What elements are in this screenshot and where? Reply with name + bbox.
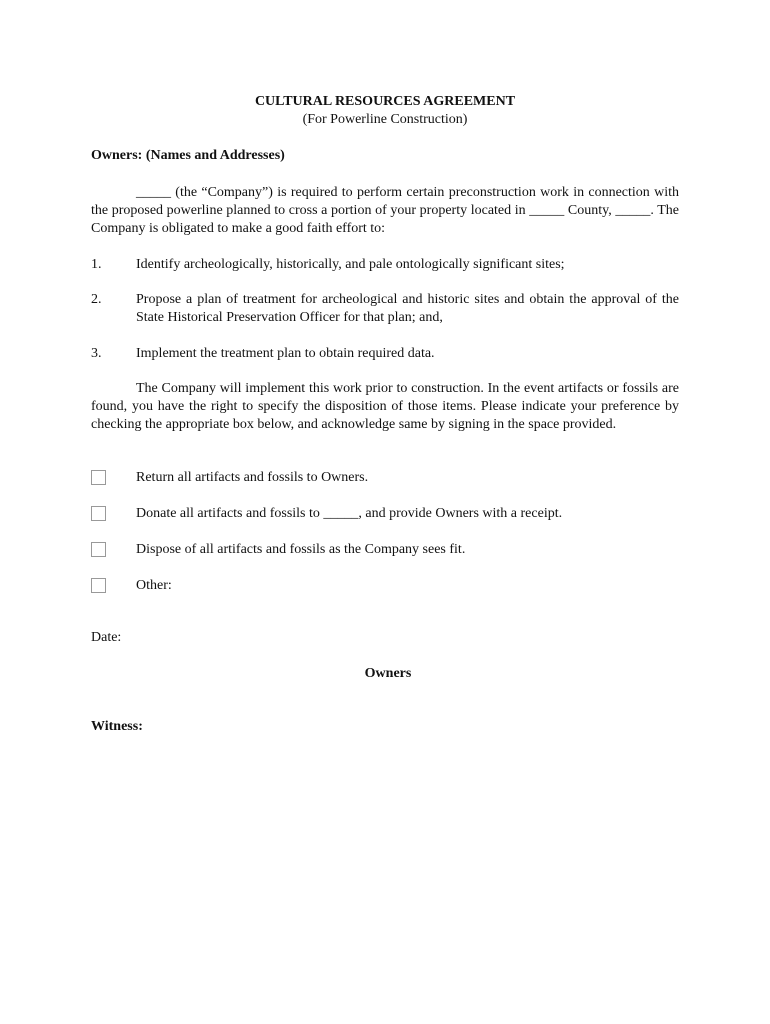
item-number: 1.: [91, 257, 102, 272]
return-checkbox[interactable]: [91, 470, 106, 485]
item-number: 3.: [91, 346, 102, 361]
donate-checkbox[interactable]: [91, 506, 106, 521]
item-text: Identify archeologically, historically, and pale ontologically significant sites;: [136, 257, 565, 272]
document-title: CULTURAL RESOURCES AGREEMENT: [254, 94, 516, 109]
option-label: Dispose of all artifacts and fossils as the Company sees fit.: [136, 542, 466, 557]
owners-heading: Owners: (Names and Addresses): [91, 148, 285, 163]
item-text: Propose a plan of treatment for archeological and historic sites and obtain the approval of the State Historical Preservation Officer for that plan; and,: [136, 292, 679, 325]
option-label: Donate all artifacts and fossils to _____, and provide Owners with a receipt.: [136, 506, 563, 521]
document-subtitle: (For Powerline Construction): [302, 112, 468, 127]
item-number: 2.: [91, 292, 102, 307]
option-label: Other:: [136, 578, 172, 593]
instruction-paragraph-text: The Company will implement this work prior to construction. In the event artifacts or fossils are found, you have the right to specify the disposition of those items. Please indicate your preference by checking the appropriate box below, and acknowledge same by signing in the space provided.: [91, 381, 679, 432]
other-checkbox[interactable]: [91, 578, 106, 593]
intro-paragraph-text: _____ (the “Company”) is required to perform certain preconstruction work in connection with the proposed powerline planned to cross a portion of your property located in _____ County, _____. The Company is obligated to make a good faith effort to:: [91, 185, 679, 236]
dispose-checkbox[interactable]: [91, 542, 106, 557]
date-label: Date:: [91, 630, 122, 645]
owners-signature-label: Owners: [364, 666, 412, 681]
item-text: Implement the treatment plan to obtain required data.: [136, 346, 435, 361]
instruction-paragraph: [91, 380, 679, 434]
intro-paragraph: [91, 184, 679, 238]
option-label: Return all artifacts and fossils to Owners.: [136, 470, 369, 485]
witness-label: Witness:: [91, 719, 143, 734]
